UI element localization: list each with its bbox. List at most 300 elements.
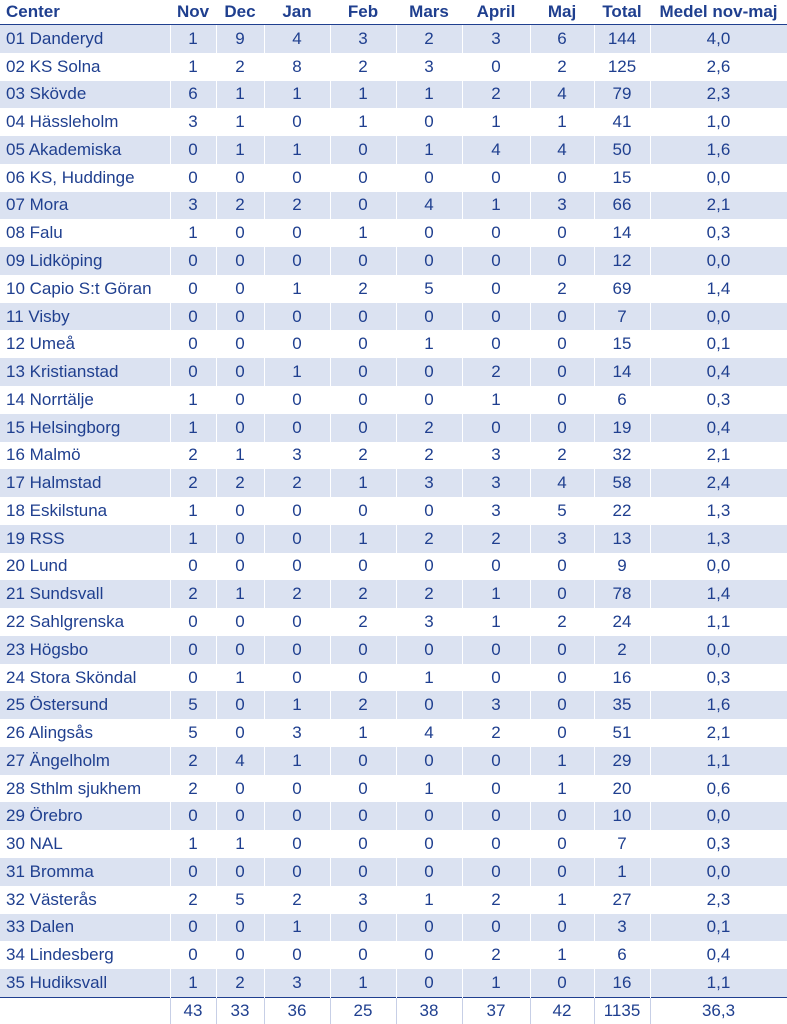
medel-cell: 0,4 [650,941,787,969]
mars-cell: 1 [396,664,462,692]
jan-cell: 8 [264,53,330,81]
jan-cell: 0 [264,941,330,969]
feb-cell: 2 [330,691,396,719]
total-cell: 2 [594,636,650,664]
april-cell: 4 [462,136,530,164]
dec-cell: 5 [216,886,264,914]
feb-cell: 0 [330,914,396,942]
totals-cell: 25 [330,998,396,1024]
mars-cell: 0 [396,108,462,136]
nov-cell: 0 [170,664,216,692]
center-name-cell: 19 RSS [0,525,170,553]
nov-cell: 2 [170,469,216,497]
total-cell: 15 [594,164,650,192]
jan-cell: 0 [264,830,330,858]
april-cell: 2 [462,81,530,109]
center-name-cell: 01 Danderyd [0,25,170,53]
total-cell: 41 [594,108,650,136]
center-name-cell: 14 Norrtälje [0,386,170,414]
center-name-cell: 11 Visby [0,303,170,331]
table-row [0,414,787,442]
medel-cell: 4,0 [650,25,787,53]
maj-cell: 0 [530,247,594,275]
medel-cell: 0,0 [650,636,787,664]
center-name-cell: 12 Umeå [0,330,170,358]
center-name-cell: 24 Stora Sköndal [0,664,170,692]
center-name-cell: 03 Skövde [0,81,170,109]
april-cell: 0 [462,53,530,81]
table-row [0,81,787,109]
april-cell: 0 [462,775,530,803]
total-cell: 24 [594,608,650,636]
dec-cell: 0 [216,247,264,275]
total-cell: 7 [594,303,650,331]
totals-cell: 36,3 [650,998,787,1024]
feb-cell: 0 [330,802,396,830]
jan-cell: 0 [264,247,330,275]
total-cell: 78 [594,580,650,608]
feb-cell: 2 [330,53,396,81]
nov-cell: 0 [170,303,216,331]
maj-cell: 1 [530,886,594,914]
nov-cell: 0 [170,358,216,386]
dec-cell: 0 [216,164,264,192]
dec-cell: 0 [216,858,264,886]
jan-cell: 1 [264,81,330,109]
nov-cell: 1 [170,414,216,442]
jan-cell: 2 [264,469,330,497]
medel-cell: 1,0 [650,108,787,136]
table-row [0,553,787,581]
table-row [0,858,787,886]
jan-cell: 3 [264,719,330,747]
feb-cell: 0 [330,247,396,275]
dec-cell: 1 [216,580,264,608]
maj-cell: 0 [530,858,594,886]
mars-cell: 0 [396,358,462,386]
maj-cell: 5 [530,497,594,525]
center-name-cell: 16 Malmö [0,442,170,470]
nov-cell: 0 [170,136,216,164]
april-cell: 0 [462,303,530,331]
feb-cell: 1 [330,219,396,247]
table-row [0,136,787,164]
medel-cell: 2,4 [650,469,787,497]
april-cell: 0 [462,747,530,775]
table-row [0,25,787,53]
feb-cell: 0 [330,858,396,886]
april-cell: 0 [462,914,530,942]
jan-cell: 3 [264,969,330,997]
jan-cell: 2 [264,886,330,914]
mars-cell: 0 [396,247,462,275]
nov-cell: 6 [170,81,216,109]
medel-cell: 1,1 [650,747,787,775]
maj-cell: 1 [530,941,594,969]
nov-cell: 5 [170,719,216,747]
total-cell: 29 [594,747,650,775]
total-cell: 50 [594,136,650,164]
medel-cell: 0,0 [650,247,787,275]
dec-cell: 0 [216,914,264,942]
center-name-cell: 17 Halmstad [0,469,170,497]
mars-cell: 3 [396,608,462,636]
table-body [0,25,787,998]
mars-cell: 4 [396,192,462,220]
total-cell: 6 [594,941,650,969]
center-name-cell: 35 Hudiksvall [0,969,170,997]
mars-cell: 0 [396,386,462,414]
column-header-medel: Medel nov-maj [650,0,787,25]
mars-cell: 0 [396,830,462,858]
maj-cell: 3 [530,192,594,220]
nov-cell: 1 [170,386,216,414]
center-name-cell: 08 Falu [0,219,170,247]
medel-cell: 0,0 [650,802,787,830]
center-name-cell: 32 Västerås [0,886,170,914]
feb-cell: 2 [330,442,396,470]
table-row [0,802,787,830]
dec-cell: 2 [216,53,264,81]
medel-cell: 0,0 [650,303,787,331]
feb-cell: 0 [330,830,396,858]
center-name-cell: 04 Hässleholm [0,108,170,136]
mars-cell: 0 [396,914,462,942]
table-row [0,608,787,636]
mars-cell: 0 [396,969,462,997]
center-name-cell: 29 Örebro [0,802,170,830]
center-name-cell: 25 Östersund [0,691,170,719]
totals-cell: 42 [530,998,594,1024]
feb-cell: 0 [330,192,396,220]
feb-cell: 0 [330,636,396,664]
total-cell: 16 [594,969,650,997]
maj-cell: 0 [530,914,594,942]
nov-cell: 0 [170,330,216,358]
dec-cell: 0 [216,358,264,386]
medel-cell: 1,6 [650,136,787,164]
dec-cell: 0 [216,636,264,664]
jan-cell: 0 [264,775,330,803]
column-header-total: Total [594,0,650,25]
total-cell: 125 [594,53,650,81]
jan-cell: 0 [264,386,330,414]
center-name-cell: 20 Lund [0,553,170,581]
mars-cell: 2 [396,25,462,53]
dec-cell: 0 [216,386,264,414]
table-row [0,330,787,358]
total-cell: 58 [594,469,650,497]
dec-cell: 2 [216,192,264,220]
maj-cell: 0 [530,580,594,608]
jan-cell: 0 [264,553,330,581]
center-name-cell: 31 Bromma [0,858,170,886]
center-name-cell: 13 Kristianstad [0,358,170,386]
center-name-cell: 05 Akademiska [0,136,170,164]
nov-cell: 1 [170,497,216,525]
jan-cell: 0 [264,330,330,358]
mars-cell: 0 [396,497,462,525]
medel-cell: 0,0 [650,858,787,886]
feb-cell: 0 [330,747,396,775]
maj-cell: 0 [530,691,594,719]
medel-cell: 2,1 [650,442,787,470]
mars-cell: 2 [396,442,462,470]
totals-cell: 1135 [594,998,650,1024]
nov-cell: 0 [170,247,216,275]
nov-cell: 5 [170,691,216,719]
dec-cell: 1 [216,136,264,164]
center-name-cell: 06 KS, Huddinge [0,164,170,192]
center-name-cell: 23 Högsbo [0,636,170,664]
mars-cell: 1 [396,775,462,803]
april-cell: 0 [462,219,530,247]
dec-cell: 1 [216,442,264,470]
total-cell: 14 [594,358,650,386]
feb-cell: 0 [330,497,396,525]
table-row [0,497,787,525]
april-cell: 3 [462,469,530,497]
center-name-cell: 27 Ängelholm [0,747,170,775]
medel-cell: 0,1 [650,330,787,358]
total-cell: 32 [594,442,650,470]
maj-cell: 0 [530,164,594,192]
feb-cell: 1 [330,108,396,136]
april-cell: 0 [462,830,530,858]
medel-cell: 0,0 [650,553,787,581]
jan-cell: 1 [264,136,330,164]
table-row [0,164,787,192]
column-header-center: Center [0,0,170,25]
medel-cell: 2,3 [650,81,787,109]
april-cell: 0 [462,636,530,664]
feb-cell: 2 [330,608,396,636]
mars-cell: 2 [396,525,462,553]
medel-cell: 1,3 [650,497,787,525]
mars-cell: 0 [396,941,462,969]
table-row [0,53,787,81]
jan-cell: 0 [264,636,330,664]
nov-cell: 0 [170,553,216,581]
total-cell: 15 [594,330,650,358]
center-name-cell: 28 Sthlm sjukhem [0,775,170,803]
center-name-cell: 26 Alingsås [0,719,170,747]
table-row [0,247,787,275]
dec-cell: 0 [216,219,264,247]
maj-cell: 2 [530,608,594,636]
center-name-cell: 21 Sundsvall [0,580,170,608]
mars-cell: 0 [396,164,462,192]
nov-cell: 0 [170,914,216,942]
mars-cell: 0 [396,802,462,830]
april-cell: 0 [462,330,530,358]
feb-cell: 2 [330,580,396,608]
totals-cell [0,998,170,1024]
total-cell: 51 [594,719,650,747]
totals-cell: 33 [216,998,264,1024]
feb-cell: 0 [330,386,396,414]
feb-cell: 0 [330,358,396,386]
mars-cell: 1 [396,886,462,914]
dec-cell: 1 [216,81,264,109]
feb-cell: 3 [330,886,396,914]
feb-cell: 0 [330,664,396,692]
table-row [0,192,787,220]
dec-cell: 0 [216,608,264,636]
mars-cell: 0 [396,636,462,664]
dec-cell: 0 [216,775,264,803]
dec-cell: 0 [216,497,264,525]
dec-cell: 4 [216,747,264,775]
total-cell: 13 [594,525,650,553]
column-header-mars: Mars [396,0,462,25]
maj-cell: 0 [530,358,594,386]
column-header-dec: Dec [216,0,264,25]
jan-cell: 0 [264,303,330,331]
dec-cell: 2 [216,469,264,497]
total-cell: 79 [594,81,650,109]
april-cell: 0 [462,247,530,275]
medel-cell: 2,3 [650,886,787,914]
center-name-cell: 33 Dalen [0,914,170,942]
medel-cell: 0,3 [650,664,787,692]
dec-cell: 0 [216,553,264,581]
total-cell: 27 [594,886,650,914]
table-row [0,469,787,497]
maj-cell: 0 [530,330,594,358]
medel-cell: 0,4 [650,358,787,386]
nov-cell: 1 [170,525,216,553]
jan-cell: 0 [264,414,330,442]
dec-cell: 0 [216,802,264,830]
totals-cell: 38 [396,998,462,1024]
nov-cell: 0 [170,941,216,969]
total-cell: 1 [594,858,650,886]
jan-cell: 0 [264,219,330,247]
mars-cell: 1 [396,136,462,164]
feb-cell: 1 [330,469,396,497]
total-cell: 3 [594,914,650,942]
maj-cell: 1 [530,747,594,775]
jan-cell: 2 [264,580,330,608]
center-name-cell: 22 Sahlgrenska [0,608,170,636]
medel-cell: 1,4 [650,580,787,608]
mars-cell: 0 [396,858,462,886]
table-row [0,442,787,470]
maj-cell: 0 [530,386,594,414]
total-cell: 12 [594,247,650,275]
medel-cell: 1,1 [650,608,787,636]
jan-cell: 2 [264,192,330,220]
center-name-cell: 18 Eskilstuna [0,497,170,525]
maj-cell: 0 [530,414,594,442]
feb-cell: 0 [330,136,396,164]
center-name-cell: 34 Lindesberg [0,941,170,969]
jan-cell: 1 [264,358,330,386]
dec-cell: 0 [216,525,264,553]
table-row [0,969,787,997]
nov-cell: 0 [170,636,216,664]
table-row [0,275,787,303]
medel-cell: 0,0 [650,164,787,192]
maj-cell: 0 [530,664,594,692]
maj-cell: 1 [530,108,594,136]
april-cell: 0 [462,275,530,303]
maj-cell: 0 [530,719,594,747]
nov-cell: 0 [170,858,216,886]
table-row [0,691,787,719]
jan-cell: 0 [264,525,330,553]
maj-cell: 2 [530,53,594,81]
maj-cell: 1 [530,775,594,803]
april-cell: 2 [462,358,530,386]
table-row [0,219,787,247]
jan-cell: 0 [264,108,330,136]
april-cell: 0 [462,802,530,830]
total-cell: 7 [594,830,650,858]
table-row [0,636,787,664]
table-row [0,830,787,858]
medel-cell: 0,4 [650,414,787,442]
mars-cell: 0 [396,553,462,581]
nov-cell: 1 [170,53,216,81]
april-cell: 0 [462,858,530,886]
feb-cell: 2 [330,275,396,303]
maj-cell: 0 [530,969,594,997]
jan-cell: 1 [264,275,330,303]
dec-cell: 0 [216,414,264,442]
maj-cell: 4 [530,81,594,109]
maj-cell: 0 [530,553,594,581]
total-cell: 20 [594,775,650,803]
totals-cell: 37 [462,998,530,1024]
totals-cell: 36 [264,998,330,1024]
mars-cell: 4 [396,719,462,747]
april-cell: 0 [462,553,530,581]
mars-cell: 5 [396,275,462,303]
feb-cell: 0 [330,414,396,442]
nov-cell: 1 [170,219,216,247]
april-cell: 3 [462,691,530,719]
jan-cell: 0 [264,608,330,636]
feb-cell: 1 [330,969,396,997]
totals-row [0,998,787,1024]
center-name-cell: 30 NAL [0,830,170,858]
medel-cell: 2,6 [650,53,787,81]
total-cell: 19 [594,414,650,442]
maj-cell: 0 [530,219,594,247]
table-row [0,941,787,969]
april-cell: 3 [462,442,530,470]
nov-cell: 0 [170,275,216,303]
april-cell: 0 [462,414,530,442]
total-cell: 6 [594,386,650,414]
feb-cell: 0 [330,330,396,358]
april-cell: 1 [462,580,530,608]
table-row [0,580,787,608]
center-name-cell: 02 KS Solna [0,53,170,81]
nov-cell: 1 [170,25,216,53]
medel-cell: 0,6 [650,775,787,803]
nov-cell: 0 [170,164,216,192]
total-cell: 66 [594,192,650,220]
dec-cell: 0 [216,275,264,303]
jan-cell: 3 [264,442,330,470]
maj-cell: 0 [530,830,594,858]
maj-cell: 6 [530,25,594,53]
header-row [0,0,787,25]
mars-cell: 0 [396,219,462,247]
